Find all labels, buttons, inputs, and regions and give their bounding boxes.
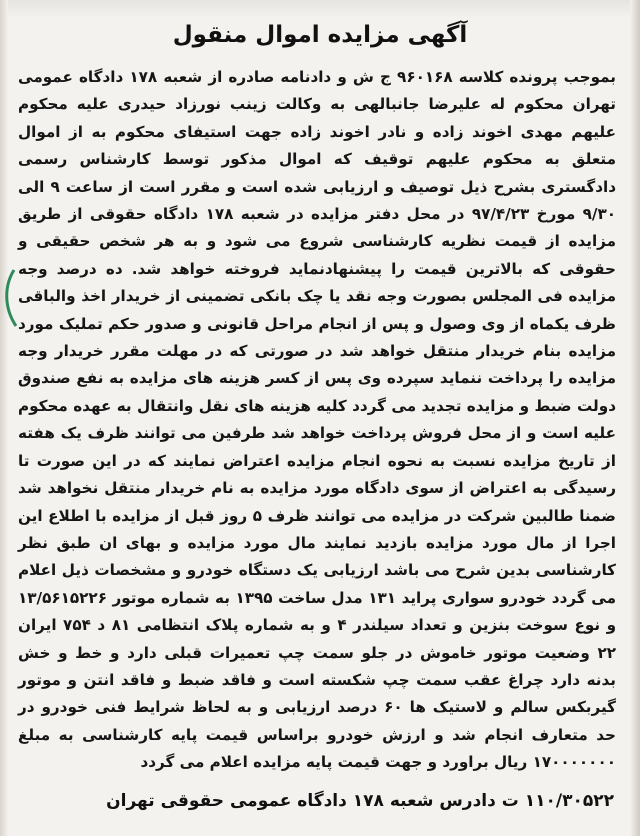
scan-edge-right xyxy=(630,0,640,836)
notice-title: آگهی مزایده اموال منقول xyxy=(172,22,468,48)
notice-footer: ۱۱۰/۳۰۵۲۲ ت دادرس شعبه ۱۷۸ دادگاه عمومی حقوقی تهران xyxy=(106,791,614,811)
scan-edge-left xyxy=(0,0,8,836)
notice-body: بموجب پرونده کلاسه ۹۶۰۱۶۸ ج ش و دادنامه صادره از شعبه ۱۷۸ دادگاه عمومی تهران محکوم له علیرضا جانبالهی به وکالت زینب نورزاد حیدری علیه محکوم علیهم مهدی اخوند زاده و نادر اخوند زاده جهت استیفای محکوم به از اموال متعلق به محکوم علیهم توقیف که اموال مذکور توسط کارشناس رسمی دادگستری بشرح ذیل توصیف و ارزیابی شده است و مقرر است از ساعت ۹ الی ۹/۳۰ مورخ ۹۷/۴/۲۳ در محل دفتر مزایده در شعبه ۱۷۸ دادگاه حقوقی از طریق مزایده از قیمت نظریه کارشناسی شروع می شود و به هر شخص حقیقی و حقوقی که بالاترین قیمت را پیشنهادنماید فروخته خواهد شد. ده درصد وجه مزایده فی المجلس بصورت وجه نقد یا چک بانکی تضمینی از خریدار اخذ والباقی ظرف یکماه از وی وصول و پس از انجام مراحل قانونی و صدور حکم تملیک مورد مزایده بنام خریدار منتقل خواهد شد در صورتی که در مهلت مقرر خریدار وجه مزایده را پرداخت ننماید سپرده وی پس از کسر هزینه های مزایده به نفع صندوق دولت ضبط و مزایده تجدید می گردد کلیه هزینه های نقل وانتقال به عهده محکوم علیه است و از محل فروش پرداخت خواهد شد طرفین می توانند ظرف یک هفته از تاریخ مزایده نسبت به نحوه انجام مزایده اعتراض نمایند که در این صورت تا رسیدگی به اعتراض از سوی دادگاه مورد مزایده به نام خریدار منتقل نخواهد شد ضمنا طالبین شرکت در مزایده می توانند ظرف ۵ روز قبل از مزایده با اطلاع این اجرا از مال مورد مزایده بازدید نمایند مال مورد مزایده و بهای ان طبق نظر کارشناسی بدین شرح می باشد ارزیابی یک دستگاه خودرو و مشخصات ذیل اعلام می گردد خودرو سواری پراید ۱۳۱ مدل ساخت ۱۳۹۵ به شماره موتور ۱۳/۵۶۱۵۲۲۶ و نوع سوخت بنزین و تعداد سیلندر ۴ و به شماره پلاک انتظامی ۸۱ د ۷۵۴ ایران ۲۲ وضعیت موتور خاموش در جلو سمت چپ تعمیرات قبلی دارد و خط و خش بدنه دارد چراغ عقب سمت چپ شکسته است و فاقد ضبط و فاقد انتن و موتور گیربکس سالم و لاستیک ها ۶۰ درصد ارزیابی و به لحاظ شرایط فنی خودرو در حد متعارف انجام شد و ارزش خودرو براساس قیمت پایه کارشناسی به مبلغ ۱۷۰۰۰۰۰۰۰ ریال براورد و جهت قیمت پایه مزایده اعلام می گردد xyxy=(18,68,617,772)
scan-edge-top xyxy=(0,0,640,18)
